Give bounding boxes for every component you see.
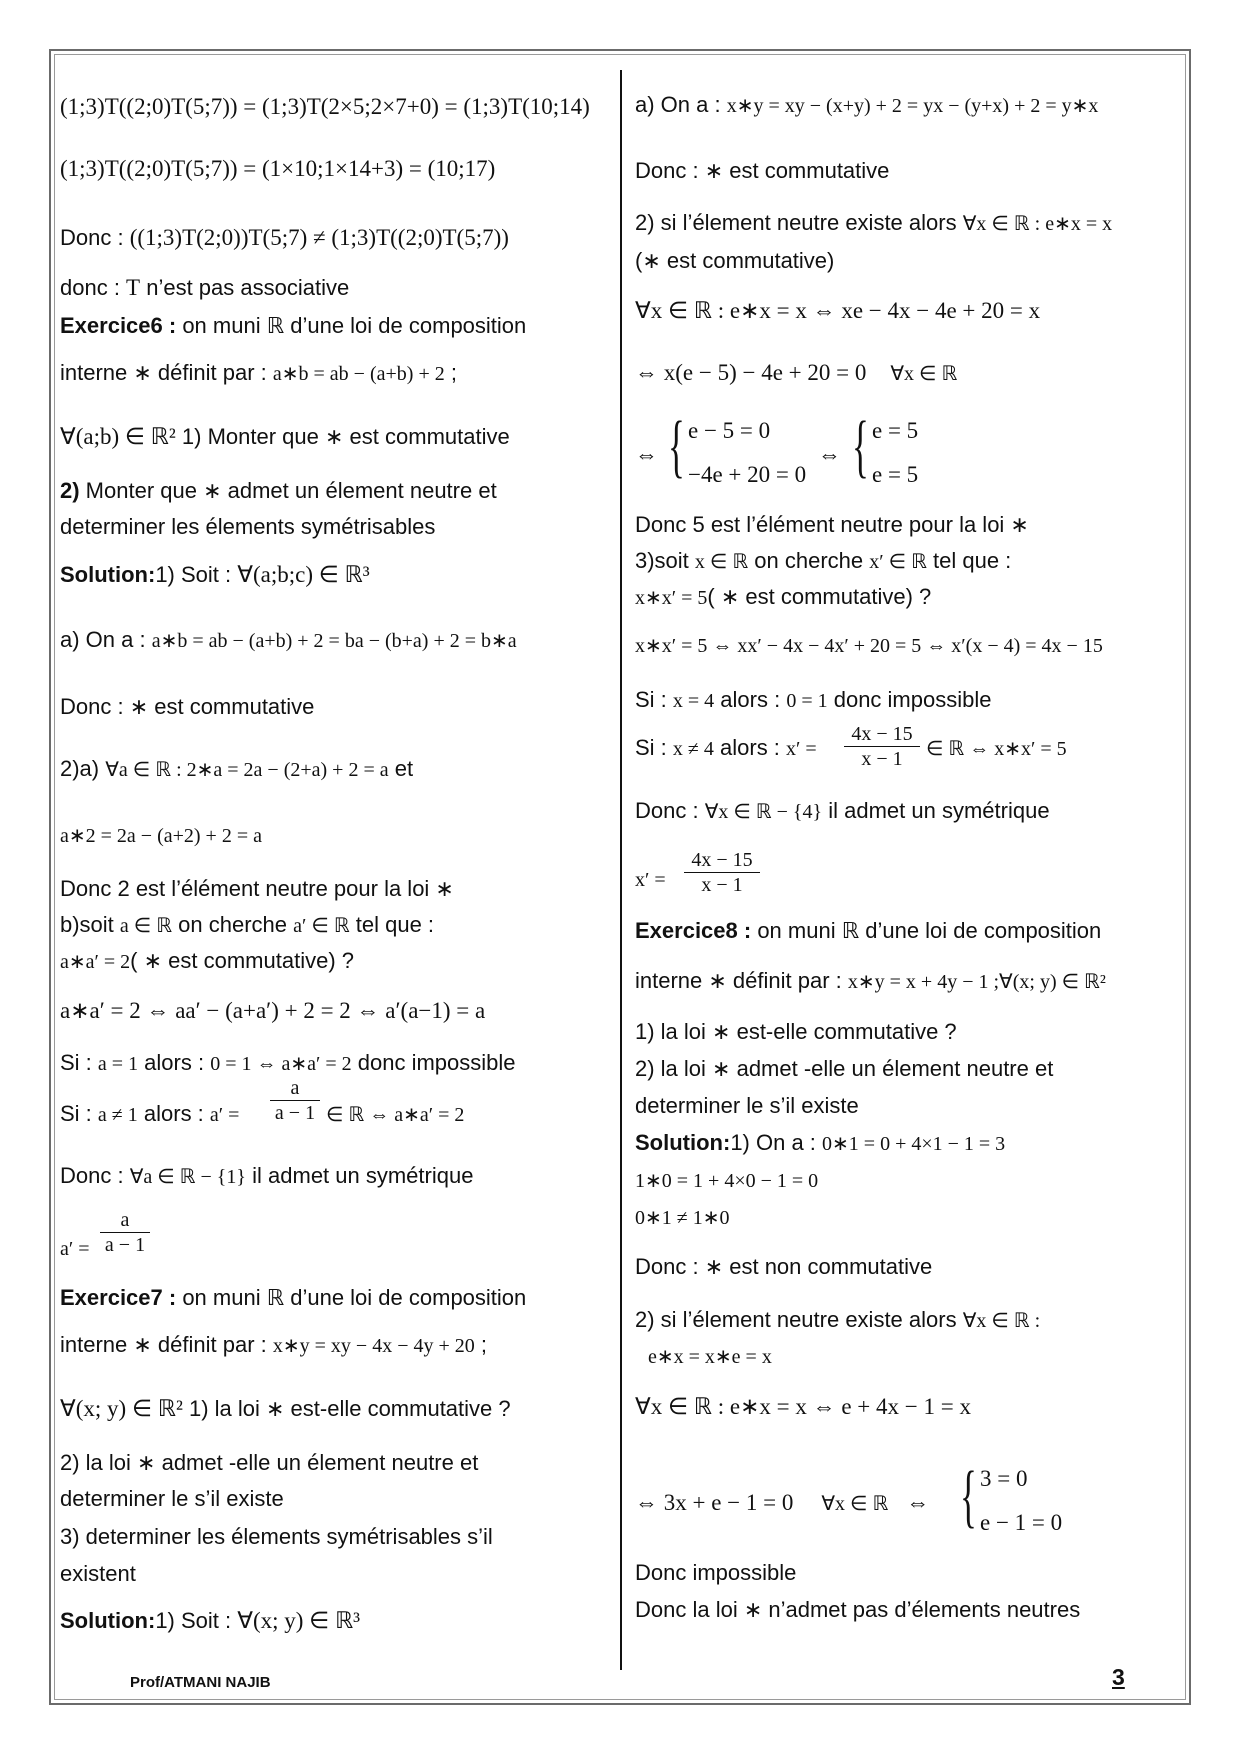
left-line-16 <box>60 912 434 939</box>
left-line-4 <box>60 275 349 301</box>
math-expression: ∀(x; y) ∈ ℝ² <box>60 1396 183 1421</box>
text: 1) Monter que ∗ est commutative <box>175 424 510 449</box>
system-eq-3 <box>872 418 918 444</box>
math-expression: ∈ ℝ ⇔ x∗x′ = 5 <box>926 738 1067 760</box>
text: a) On a : <box>60 627 152 652</box>
text: ; <box>444 360 457 385</box>
math-expression: ⇔ <box>906 1490 930 1515</box>
text: alors : <box>713 735 787 760</box>
system-eq-4 <box>872 462 918 488</box>
right-line-15 <box>635 866 666 893</box>
numerator: a <box>290 1077 300 1099</box>
math-expression: ∀x ∈ ℝ <box>890 363 958 385</box>
text: 1) la loi ∗ est-elle commutative ? <box>635 1019 957 1044</box>
left-line-29 <box>60 1561 136 1587</box>
right-line-13b <box>926 735 1067 762</box>
math-expression: a∗b = ab − (a+b) + 2 = ba − (b+a) + 2 = b∗a <box>151 630 517 652</box>
system-equiv <box>635 442 658 468</box>
right-line-1 <box>635 92 1098 119</box>
right-line-10 <box>635 584 931 611</box>
right-line-3 <box>635 210 1112 237</box>
left-line-18 <box>60 998 485 1024</box>
left-line-17 <box>60 948 354 975</box>
math-expression: (1;3)T((2;0)T(5;7)) = (1;3)T(2×5;2×7+0) = (1;3)T(10;14) <box>60 94 590 119</box>
solution-label: Solution: <box>60 562 156 587</box>
text: Donc la loi ∗ n’admet pas d’élements neutres <box>635 1597 1081 1622</box>
math-expression: (1;3)T((2;0)T(5;7)) = (1×10;1×14+3) = (10;17) <box>60 156 496 181</box>
left-line-12 <box>60 694 314 720</box>
text: 1) Soit : <box>155 1608 238 1633</box>
column-divider <box>620 70 622 1670</box>
math-expression: T <box>126 275 141 300</box>
solution8-heading <box>635 1130 1005 1157</box>
text: Si : <box>60 1101 98 1126</box>
math-expression: a ≠ 1 <box>97 1104 138 1126</box>
text: il admet un symétrique <box>246 1163 474 1188</box>
denominator: a − 1 <box>104 1234 146 1256</box>
left-line-13 <box>60 756 413 783</box>
math-expression: ∀x ∈ ℝ : e∗x = x <box>962 213 1113 235</box>
system-eq-2 <box>688 462 806 488</box>
text: et <box>388 756 414 781</box>
right-line-28 <box>635 1490 929 1517</box>
math-expression: a = 1 <box>97 1053 139 1075</box>
exercise6-heading <box>60 313 526 339</box>
math-expression: x∗y = xy − (x+y) + 2 = yx − (y+x) + 2 = y∗x <box>726 95 1099 117</box>
text: 1) la loi ∗ est-elle commutative ? <box>182 1396 511 1421</box>
right-line-17 <box>635 968 1106 995</box>
text: Donc impossible <box>635 1560 797 1585</box>
right-line-4 <box>635 248 834 274</box>
denominator: x − 1 <box>701 874 743 896</box>
text: Donc 2 est l’élément neutre pour la loi ∗ <box>60 876 454 901</box>
text: ; <box>474 1332 487 1357</box>
math-expression: x∗x′ = 5 <box>635 587 708 609</box>
left-brace-icon: { <box>852 408 869 485</box>
text: Si : <box>60 1050 98 1075</box>
text: Donc : <box>60 225 130 250</box>
math-expression: ∀x ∈ ℝ : e∗x = x ⇔ xe − 4x − 4e + 20 = x <box>635 298 1041 323</box>
left-line-20 <box>60 1101 239 1128</box>
solution-label: Solution: <box>635 1130 731 1155</box>
text: donc impossible <box>351 1050 516 1075</box>
text: 2) la loi ∗ admet -elle un élement neutre et <box>60 1450 479 1475</box>
page-number: 3 <box>1112 1664 1125 1690</box>
numerator: 4x − 15 <box>851 723 913 745</box>
math-expression: a∗a′ = 2 ⇔ aa′ − (a+a′) + 2 = 2 ⇔ a′(a−1) = a <box>60 998 486 1023</box>
text: 2) si l’élement neutre existe alors <box>635 1307 963 1332</box>
right-line-9 <box>635 548 1011 575</box>
right-line-12 <box>635 687 991 714</box>
text: 3)soit <box>635 548 695 573</box>
text: interne ∗ définit par : <box>635 968 848 993</box>
text: Donc 5 est l’élément neutre pour la loi ∗ <box>635 512 1029 537</box>
text: n’est pas associative <box>140 275 350 300</box>
left-line-6 <box>60 360 457 387</box>
right-line-20 <box>635 1093 859 1119</box>
text: determiner les élements symétrisables <box>60 514 436 539</box>
right-line-5 <box>635 298 1040 324</box>
math-expression: x′ = <box>635 869 666 891</box>
left-brace-icon: { <box>668 408 685 485</box>
author-name: Prof/ATMANI NAJIB <box>130 1674 271 1691</box>
math-expression: x′ = <box>786 738 817 760</box>
math-expression: 0∗1 = 0 + 4×1 − 1 = 3 <box>822 1133 1006 1155</box>
math-expression: a′ = <box>209 1104 240 1126</box>
text: on cherche <box>748 548 870 573</box>
text: b)soit <box>60 912 120 937</box>
text: on muni ℝ d’une loi de composition <box>751 918 1102 943</box>
left-line-14 <box>60 822 262 849</box>
text: interne ∗ définit par : <box>60 360 273 385</box>
right-line-30 <box>635 1597 1080 1623</box>
system-eq-1 <box>688 418 770 444</box>
right-line-6 <box>635 360 957 387</box>
exercise8-heading <box>635 918 1101 944</box>
left-line-8 <box>60 478 497 504</box>
math-expression: x = 4 <box>672 690 715 712</box>
math-expression: e = 5 <box>872 418 919 443</box>
text: donc impossible <box>827 687 992 712</box>
text: 2) la loi ∗ admet -elle un élement neutre et <box>635 1056 1054 1081</box>
math-expression: a′ ∈ ℝ <box>293 915 350 937</box>
math-expression: a∗2 = 2a − (a+2) + 2 = a <box>60 825 262 847</box>
left-line-9 <box>60 514 435 540</box>
left-line-26 <box>60 1450 478 1476</box>
left-line-28 <box>60 1524 493 1550</box>
left-line-22 <box>60 1235 90 1262</box>
right-line-11 <box>635 632 1103 659</box>
text: interne ∗ définit par : <box>60 1332 273 1357</box>
math-expression: a∗b = ab − (a+b) + 2 <box>272 363 445 385</box>
exercise-label: Exercice6 : <box>60 313 177 338</box>
text: a) On a : <box>635 92 727 117</box>
text: 1) On a : <box>730 1130 823 1155</box>
left-line-15 <box>60 876 454 902</box>
math-expression: e∗x = x∗e = x <box>648 1346 772 1368</box>
math-expression: 0 = 1 <box>786 690 828 712</box>
text: alors : <box>714 687 787 712</box>
solution6-heading <box>60 562 370 588</box>
text: alors : <box>138 1050 211 1075</box>
text: ( ∗ est commutative) ? <box>707 584 932 609</box>
math-expression: ⇔ <box>818 442 841 467</box>
numerator: 4x − 15 <box>691 849 753 871</box>
math-expression: ∀(a;b) ∈ ℝ² <box>60 424 176 449</box>
math-expression: ∀x ∈ ℝ − {4} <box>704 801 823 823</box>
text: il admet un symétrique <box>822 798 1050 823</box>
math-expression: x ≠ 4 <box>672 738 714 760</box>
math-expression: e − 1 = 0 <box>980 1510 1063 1535</box>
right-line-23 <box>635 1204 730 1231</box>
math-expression: e − 5 = 0 <box>688 418 771 443</box>
text: Si : <box>635 687 673 712</box>
solution-label: Solution: <box>60 1608 156 1633</box>
math-expression: ∈ ℝ ⇔ a∗a′ = 2 <box>326 1104 465 1126</box>
right-line-19 <box>635 1056 1053 1082</box>
text: tel que : <box>926 548 1012 573</box>
math-expression: ∀x ∈ ℝ : e∗x = x ⇔ e + 4x − 1 = x <box>635 1394 971 1419</box>
denominator: x − 1 <box>861 748 903 770</box>
right-line-18 <box>635 1019 957 1045</box>
left-line-11 <box>60 627 517 654</box>
exercise-label: Exercice8 : <box>635 918 752 943</box>
math-expression: ∀x ∈ ℝ : <box>962 1310 1041 1332</box>
left-line-7 <box>60 424 510 450</box>
text: on muni ℝ d’une loi de composition <box>176 313 527 338</box>
fraction <box>100 1208 150 1257</box>
fraction <box>270 1076 320 1125</box>
math-expression: ⇔ 3x + e − 1 = 0 <box>635 1490 794 1515</box>
right-line-24 <box>635 1254 932 1280</box>
exercise-label: Exercice7 : <box>60 1285 177 1310</box>
math-expression: ∀a ∈ ℝ − {1} <box>129 1166 247 1188</box>
text: Donc : ∗ est commutative <box>60 694 315 719</box>
system-eq-5 <box>980 1466 1027 1492</box>
left-line-19 <box>60 1050 516 1077</box>
math-expression: 1∗0 = 1 + 4×0 − 1 = 0 <box>635 1170 819 1192</box>
numerator: a <box>120 1209 130 1231</box>
text: Donc : ∗ est commutative <box>635 158 890 183</box>
text: (∗ est commutative) <box>635 248 835 273</box>
math-expression: a′ = <box>60 1238 90 1260</box>
math-expression: ;∀(x; y) ∈ ℝ² <box>988 971 1106 993</box>
right-line-8 <box>635 512 1029 538</box>
math-expression: 0 = 1 ⇔ a∗a′ = 2 <box>210 1053 352 1075</box>
text: 2) <box>60 478 80 503</box>
text: existent <box>60 1561 136 1586</box>
math-expression: 3 = 0 <box>980 1466 1028 1491</box>
text: determiner le s’il existe <box>60 1486 284 1511</box>
text: Si : <box>635 735 673 760</box>
math-expression: x∗y = xy − 4x − 4y + 20 <box>272 1335 475 1357</box>
left-line-20b <box>326 1101 464 1128</box>
left-line-3 <box>60 225 509 251</box>
text: Monter que ∗ admet un élement neutre et <box>79 478 497 503</box>
right-line-27 <box>635 1394 971 1420</box>
right-line-25 <box>635 1307 1040 1334</box>
left-brace-icon: { <box>960 1458 977 1535</box>
system-equiv-2 <box>818 442 841 468</box>
solution7-heading <box>60 1608 360 1634</box>
text: Donc : ∗ est non commutative <box>635 1254 933 1279</box>
math-expression: ⇔ <box>635 442 658 467</box>
fraction <box>844 722 920 771</box>
right-line-13 <box>635 735 817 762</box>
text: tel que : <box>349 912 435 937</box>
left-line-24 <box>60 1332 487 1359</box>
math-expression: a∗a′ = 2 <box>60 951 131 973</box>
text: Donc : <box>60 1163 130 1188</box>
text: on muni ℝ d’une loi de composition <box>176 1285 527 1310</box>
math-expression: ∀a ∈ ℝ : 2∗a = 2a − (2+a) + 2 = a <box>105 759 389 781</box>
math-expression: e = 5 <box>872 462 919 487</box>
math-expression: x ∈ ℝ <box>694 551 749 573</box>
math-expression: a ∈ ℝ <box>119 915 173 937</box>
text: 2) si l’élement neutre existe alors <box>635 210 963 235</box>
left-line-21 <box>60 1163 473 1190</box>
math-expression: 0∗1 ≠ 1∗0 <box>635 1207 730 1229</box>
math-expression: ∀x ∈ ℝ <box>821 1493 889 1515</box>
right-line-29 <box>635 1560 796 1586</box>
left-line-1 <box>60 94 590 120</box>
right-line-14 <box>635 798 1050 825</box>
text: 2)a) <box>60 756 106 781</box>
text: determiner le s’il existe <box>635 1093 859 1118</box>
math-expression: −4e + 20 = 0 <box>688 462 807 487</box>
right-line-22 <box>635 1167 818 1194</box>
left-line-25 <box>60 1396 511 1422</box>
text: alors : <box>137 1101 210 1126</box>
denominator: a − 1 <box>274 1102 316 1124</box>
system-eq-6 <box>980 1510 1062 1536</box>
fraction <box>684 848 760 897</box>
math-expression: ⇔ x(e − 5) − 4e + 20 = 0 <box>635 360 867 385</box>
math-expression: x∗x′ = 5 ⇔ xx′ − 4x − 4x′ + 20 = 5 ⇔ x′(x − 4) = 4x − 15 <box>635 635 1103 657</box>
math-expression: ∀(x; y) ∈ ℝ³ <box>237 1608 361 1633</box>
left-line-2 <box>60 156 495 182</box>
text: ( ∗ est commutative) ? <box>130 948 354 973</box>
math-expression: ((1;3)T(2;0))T(5;7) ≠ (1;3)T((2;0)T(5;7)) <box>129 225 509 250</box>
text: 3) determiner les élements symétrisables s’il <box>60 1524 493 1549</box>
math-expression: x∗y = x + 4y − 1 <box>847 971 989 993</box>
right-line-26 <box>648 1343 772 1370</box>
text: 1) Soit : <box>155 562 238 587</box>
left-line-27 <box>60 1486 284 1512</box>
text: on cherche <box>172 912 294 937</box>
text: Donc : <box>635 798 705 823</box>
math-expression: ∀(a;b;c) ∈ ℝ³ <box>237 562 370 587</box>
exercise7-heading <box>60 1285 526 1311</box>
math-expression: x′ ∈ ℝ <box>869 551 927 573</box>
right-line-2 <box>635 158 889 184</box>
text: donc : <box>60 275 127 300</box>
